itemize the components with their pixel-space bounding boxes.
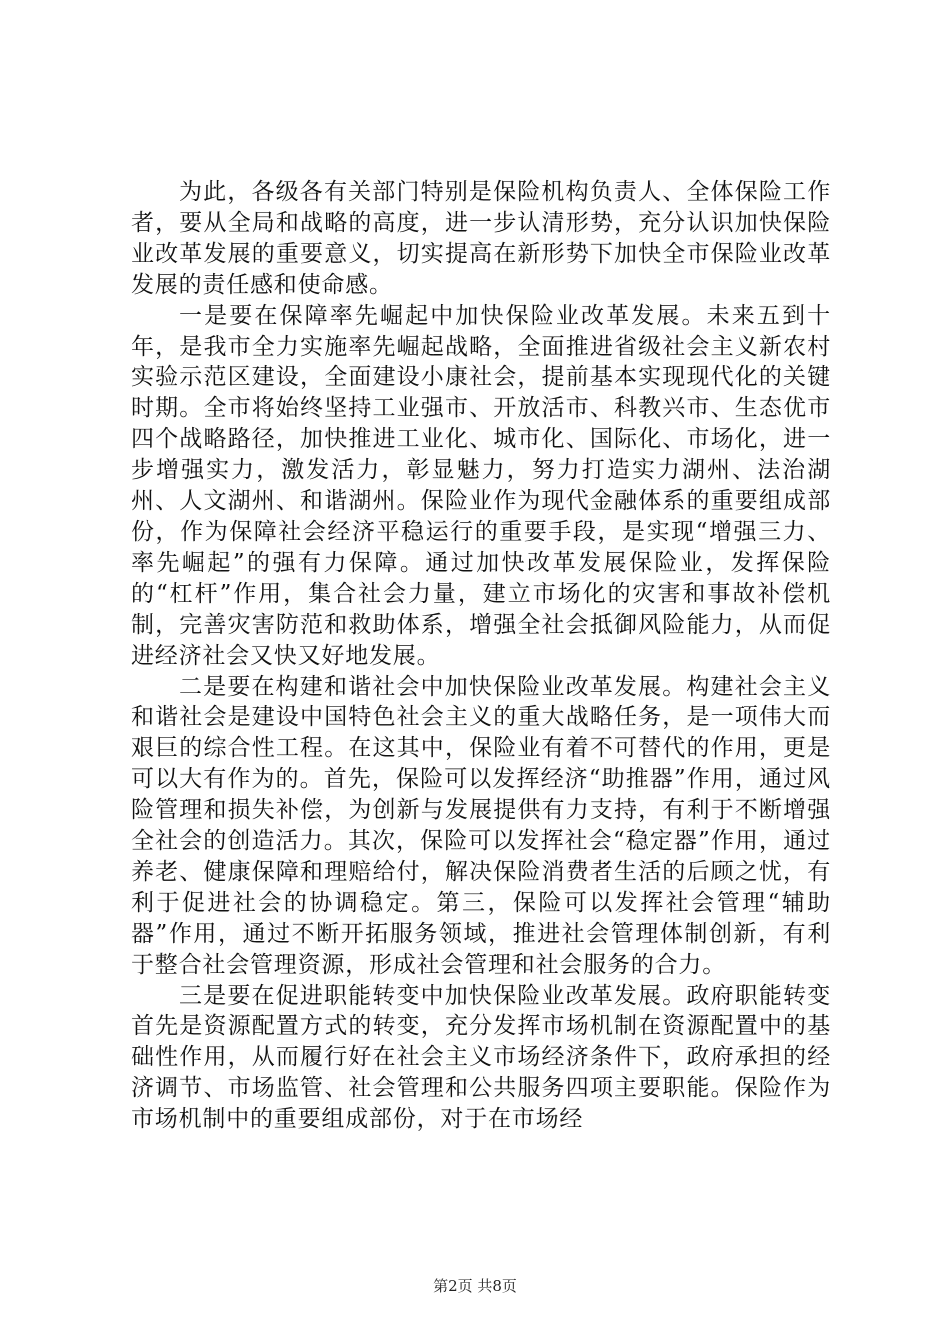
paragraph-point-three: 三是要在促进职能转变中加快保险业改革发展。政府职能转变首先是资源配置方式的转变，充分发挥市场机制在资源配置中的基础性作用，从而履行好在社会主义市场经济条件下，政府承担的经济调节、市场监管、社会管理和公共服务四项主要职能。保险作为市场机制中的重要组成部份，对于在市场经: [131, 982, 831, 1133]
paragraph-intro: 为此，各级各有关部门特别是保险机构负责人、全体保险工作者，要从全局和战略的高度，进一步认清形势，充分认识加快保险业改革发展的重要意义，切实提高在新形势下加快全市保险业改革发展的责任感和使命感。: [131, 179, 831, 298]
document-body: [131, 177, 831, 1135]
paragraph-point-one: 一是要在保障率先崛起中加快保险业改革发展。未来五到十年，是我市全力实施率先崛起战略，全面推进省级社会主义新农村实验示范区建设，全面建设小康社会，提前基本实现现代化的关键时期。全市将始终坚持工业强市、开放活市、科教兴市、生态优市四个战略路径，加快推进工业化、城市化、国际化、市场化，进一步增强实力，激发活力，彰显魅力，努力打造实力湖州、法治湖州、人文湖州、和谐湖州。保险业作为现代金融体系的重要组成部份，作为保障社会经济平稳运行的重要手段，是实现“增强三力、率先崛起”的强有力保障。通过加快改革发展保险业，发挥保险的“杠杆”作用，集合社会力量，建立市场化的灾害和事故补偿机制，完善灾害防范和救助体系，增强全社会抵御风险能力，从而促进经济社会又快又好地发展。: [131, 302, 831, 669]
page-number-footer: 第2页 共8页: [433, 1277, 517, 1295]
paragraph-point-two: 二是要在构建和谐社会中加快保险业改革发展。构建社会主义和谐社会是建设中国特色社会主义的重大战略任务，是一项伟大而艰巨的综合性工程。在这其中，保险业有着不可替代的作用，更是可以大有作为的。首先，保险可以发挥经济“助推器”作用，通过风险管理和损失补偿，为创新与发展提供有力支持，有利于不断增强全社会的创造活力。其次，保险可以发挥社会“稳定器”作用，通过养老、健康保障和理赔给付，解决保险消费者生活的后顾之忧，有利于促进社会的协调稳定。第三，保险可以发挥社会管理“辅助器”作用，通过不断开拓服务领域，推进社会管理体制创新，有利于整合社会管理资源，形成社会管理和社会服务的合力。: [131, 673, 831, 978]
